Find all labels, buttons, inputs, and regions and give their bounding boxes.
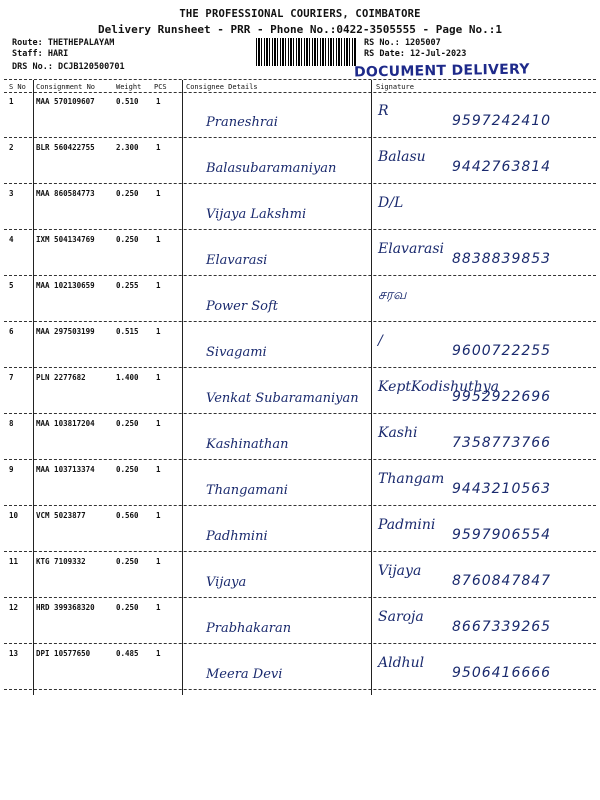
row-sno: 13 — [9, 649, 19, 658]
row-sno: 9 — [9, 465, 14, 474]
row-divider — [4, 643, 596, 644]
row-divider — [4, 137, 596, 138]
row-sno: 7 — [9, 373, 14, 382]
col-consignee: Consignee Details — [186, 83, 258, 91]
row-pcs: 1 — [156, 419, 161, 428]
row-weight: 2.300 — [116, 143, 139, 152]
row-consignment-no: HRD 399368320 — [36, 603, 95, 612]
row-signature: / — [378, 333, 383, 349]
row-pcs: 1 — [156, 143, 161, 152]
row-signature: D/L — [378, 195, 404, 211]
row-divider — [4, 597, 596, 598]
row-consignee-name: Vijaya — [206, 575, 247, 590]
row-signature: Saroja — [378, 609, 424, 625]
row-signature: Balasu — [378, 149, 426, 165]
row-weight: 0.250 — [116, 603, 139, 612]
row-signature: Aldhul — [378, 655, 425, 671]
rs-date: RS Date: 12-Jul-2023 — [364, 49, 467, 59]
row-weight: 0.250 — [116, 557, 139, 566]
row-pcs: 1 — [156, 235, 161, 244]
row-consignment-no: IXM 504134769 — [36, 235, 95, 244]
row-consignee-name: Kashinathan — [206, 437, 289, 452]
col-sno: S No — [9, 83, 26, 91]
row-pcs: 1 — [156, 97, 161, 106]
runsheet-title: Delivery Runsheet - PRR - Phone No.:0422-3505555 - Page No.:1 — [98, 23, 502, 36]
col-signature: Signature — [376, 83, 414, 91]
rs-number: RS No.: 1205007 — [364, 38, 441, 48]
row-consignment-no: BLR 560422755 — [36, 143, 95, 152]
row-signature: R — [378, 103, 389, 119]
row-phone: 9597242410 — [452, 113, 552, 129]
col-weight: Weight — [116, 83, 142, 91]
row-pcs: 1 — [156, 557, 161, 566]
row-consignment-no: MAA 103817204 — [36, 419, 95, 428]
row-weight: 0.250 — [116, 419, 139, 428]
row-weight: 0.510 — [116, 97, 139, 106]
column-divider — [182, 80, 183, 695]
row-sno: 2 — [9, 143, 14, 152]
row-consignment-no: VCM 5023877 — [36, 511, 86, 520]
row-consignee-name: Meera Devi — [206, 667, 283, 682]
row-sno: 11 — [9, 557, 19, 566]
row-phone: 8667339265 — [452, 619, 552, 635]
row-consignee-name: Venkat Subaramaniyan — [206, 391, 359, 406]
barcode — [256, 38, 356, 66]
column-divider — [371, 80, 372, 695]
row-phone: 9597906554 — [452, 527, 552, 543]
row-sno: 6 — [9, 327, 14, 336]
row-divider — [4, 275, 596, 276]
row-consignee-name: Power Soft — [206, 299, 278, 314]
row-signature: Elavarasi — [378, 241, 445, 257]
row-consignment-no: MAA 297503199 — [36, 327, 95, 336]
row-consignee-name: Balasubaramaniyan — [206, 161, 337, 176]
row-sno: 4 — [9, 235, 14, 244]
row-signature: KeptKodishuthya — [378, 379, 500, 395]
row-weight: 0.255 — [116, 281, 139, 290]
row-consignee-name: Prabhakaran — [206, 621, 292, 636]
row-consignee-name: Padhmini — [206, 529, 268, 544]
row-weight: 0.485 — [116, 649, 139, 658]
row-sno: 12 — [9, 603, 19, 612]
row-consignee-name: Thangamani — [206, 483, 288, 498]
col-pcs: PCS — [154, 83, 167, 91]
row-phone: 9952922696 — [452, 389, 552, 405]
row-consignee-name: Praneshrai — [206, 115, 278, 130]
company-name: THE PROFESSIONAL COURIERS, COIMBATORE — [179, 8, 421, 20]
row-consignment-no: MAA 570109607 — [36, 97, 95, 106]
row-sno: 10 — [9, 511, 19, 520]
row-signature: Padmini — [378, 517, 436, 533]
row-phone: 9506416666 — [452, 665, 552, 681]
row-consignment-no: DPI 10577650 — [36, 649, 91, 658]
row-signature: சரவ — [378, 287, 407, 303]
row-weight: 0.250 — [116, 235, 139, 244]
column-divider — [33, 80, 34, 695]
row-divider — [4, 505, 596, 506]
staff-label: Staff: HARI — [12, 49, 69, 59]
row-sno: 1 — [9, 97, 14, 106]
header-bottom-divider — [4, 92, 596, 93]
row-sno: 5 — [9, 281, 14, 290]
row-pcs: 1 — [156, 373, 161, 382]
row-divider — [4, 321, 596, 322]
row-consignment-no: MAA 102130659 — [36, 281, 95, 290]
drs-number: DRS No.: DCJB120500701 — [12, 62, 125, 72]
row-signature: Vijaya — [378, 563, 422, 579]
col-consignment: Consignment No — [36, 83, 96, 91]
row-divider — [4, 229, 596, 230]
row-consignment-no: MAA 860584773 — [36, 189, 95, 198]
row-phone: 9442763814 — [452, 159, 552, 175]
row-divider — [4, 183, 596, 184]
row-divider — [4, 551, 596, 552]
row-pcs: 1 — [156, 465, 161, 474]
row-pcs: 1 — [156, 281, 161, 290]
row-phone: 9600722255 — [452, 343, 552, 359]
header-top-divider — [4, 79, 596, 80]
row-pcs: 1 — [156, 189, 161, 198]
row-pcs: 1 — [156, 511, 161, 520]
row-phone: 9443210563 — [452, 481, 552, 497]
row-divider — [4, 413, 596, 414]
row-consignment-no: MAA 103713374 — [36, 465, 95, 474]
row-phone: 8760847847 — [452, 573, 552, 589]
row-weight: 0.560 — [116, 511, 139, 520]
row-divider — [4, 459, 596, 460]
row-signature: Thangam — [378, 471, 445, 487]
row-consignee-name: Elavarasi — [206, 253, 268, 268]
row-phone: 7358773766 — [452, 435, 552, 451]
row-consignment-no: KTG 7109332 — [36, 557, 86, 566]
row-phone: 8838839853 — [452, 251, 552, 267]
row-weight: 0.250 — [116, 189, 139, 198]
row-weight: 0.515 — [116, 327, 139, 336]
row-consignee-name: Sivagami — [206, 345, 267, 360]
row-divider — [4, 689, 596, 690]
row-pcs: 1 — [156, 603, 161, 612]
row-sno: 3 — [9, 189, 14, 198]
row-divider — [4, 367, 596, 368]
row-weight: 0.250 — [116, 465, 139, 474]
row-pcs: 1 — [156, 649, 161, 658]
row-weight: 1.400 — [116, 373, 139, 382]
row-consignee-name: Vijaya Lakshmi — [206, 207, 307, 222]
row-sno: 8 — [9, 419, 14, 428]
row-signature: Kashi — [378, 425, 418, 441]
route-label: Route: THETHEPALAYAM — [12, 38, 115, 48]
row-pcs: 1 — [156, 327, 161, 336]
document-delivery-stamp: DOCUMENT DELIVERY — [353, 61, 530, 81]
row-consignment-no: PLN 2277682 — [36, 373, 86, 382]
